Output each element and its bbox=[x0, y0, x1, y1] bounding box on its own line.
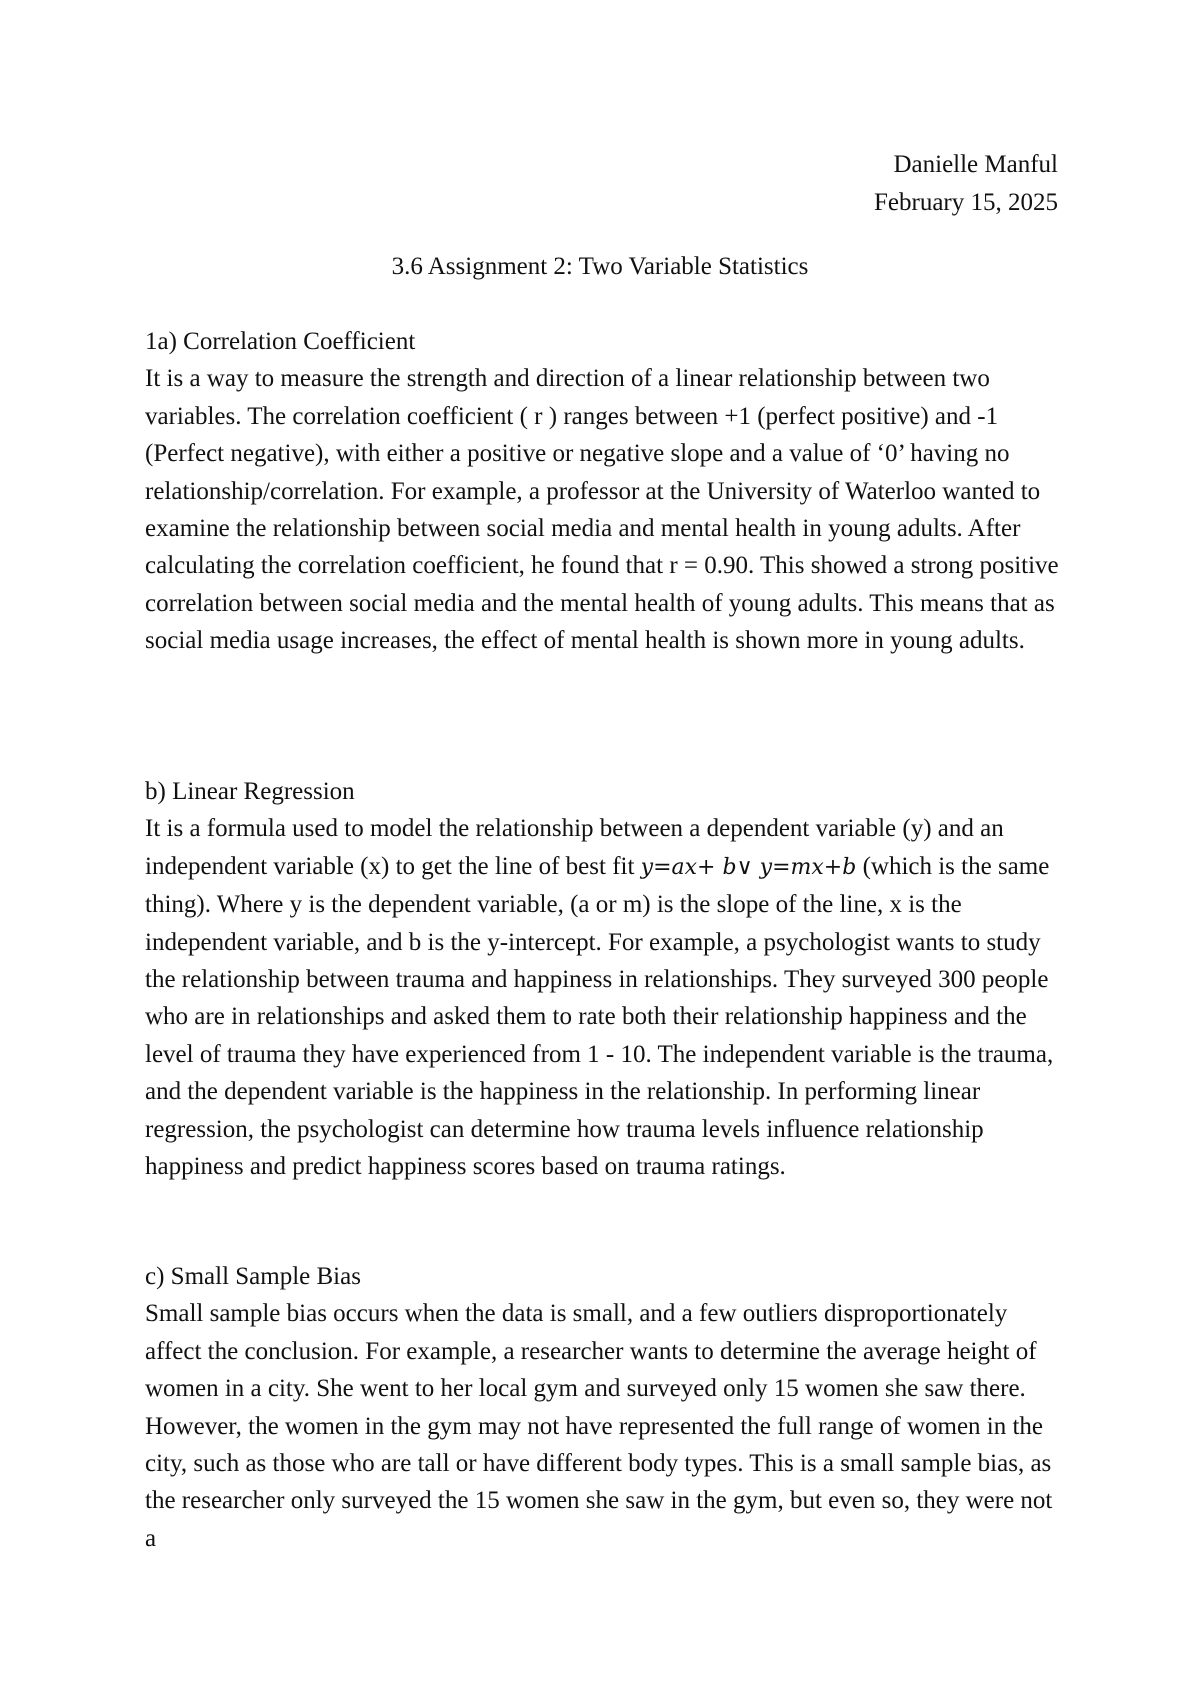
section-small-sample-bias bbox=[145, 1258, 1065, 1557]
section-body: Small sample bias occurs when the data is small, and a few outliers disproportionately affect the conclusion. For example, a researcher wants to determine the average height of women in a city. She went to her local gym and surveyed only 15 women she saw there. However, the women in the gym may not have represented the full range of women in the city, such as those who are tall or have different body types. This is a small sample bias, as the researcher only surveyed the 15 women she saw in the gym, but even so, they were not a bbox=[145, 1300, 1053, 1552]
section-correlation-coefficient bbox=[145, 323, 1065, 660]
document-title: 3.6 Assignment 2: Two Variable Statistics bbox=[391, 253, 809, 280]
author-date-block bbox=[874, 146, 1058, 222]
section-heading: c) Small Sample Bias bbox=[145, 1263, 361, 1290]
section-heading: b) Linear Regression bbox=[145, 778, 355, 805]
regression-formula: y=ax+ b∨ y=mx+b bbox=[640, 854, 857, 880]
section-body: It is a way to measure the strength and direction of a linear relationship between two variables. The correlation coefficient ( r ) ranges between +1 (perfect positive) and -1 (Perfect negative), with either a positive or negative slope and a value of ‘0’ having no relationship/correlation. For example, a professor at the University of Waterloo wanted to examine the relationship between social media and mental health in young adults. After calculating the correlation coefficient, he found that r = 0.90. This showed a strong positive correlation between social media and the mental health of young adults. This means that as social media usage increases, the effect of mental health is shown more in young adults. bbox=[145, 365, 1059, 655]
section-linear-regression bbox=[145, 773, 1065, 1185]
body-text-after-formula: (which is the same thing). Where y is the dependent variable, (a or m) is the slope of the line, x is the independent variable, and b is the y-intercept. For example, a psychologist wants to study the relationship between trauma and happiness in relationships. They surveyed 300 people who are in relationships and asked them to rate both their relationship happiness and the level of trauma they have experienced from 1 - 10. The independent variable is the trauma, and the dependent variable is the happiness in the relationship. In performing linear regression, the psychologist can determine how trauma levels influence relationship happiness and predict happiness scores based on trauma ratings. bbox=[145, 852, 1054, 1181]
author-name: Danielle Manful bbox=[893, 151, 1058, 178]
section-body bbox=[145, 810, 1065, 1185]
section-heading: 1a) Correlation Coefficient bbox=[145, 328, 416, 355]
body-text-before-formula: It is a formula used to model the relationship between a dependent variable (y) and an independent variable (x) to get the line of best fit bbox=[145, 815, 1004, 880]
document-date: February 15, 2025 bbox=[874, 189, 1058, 216]
